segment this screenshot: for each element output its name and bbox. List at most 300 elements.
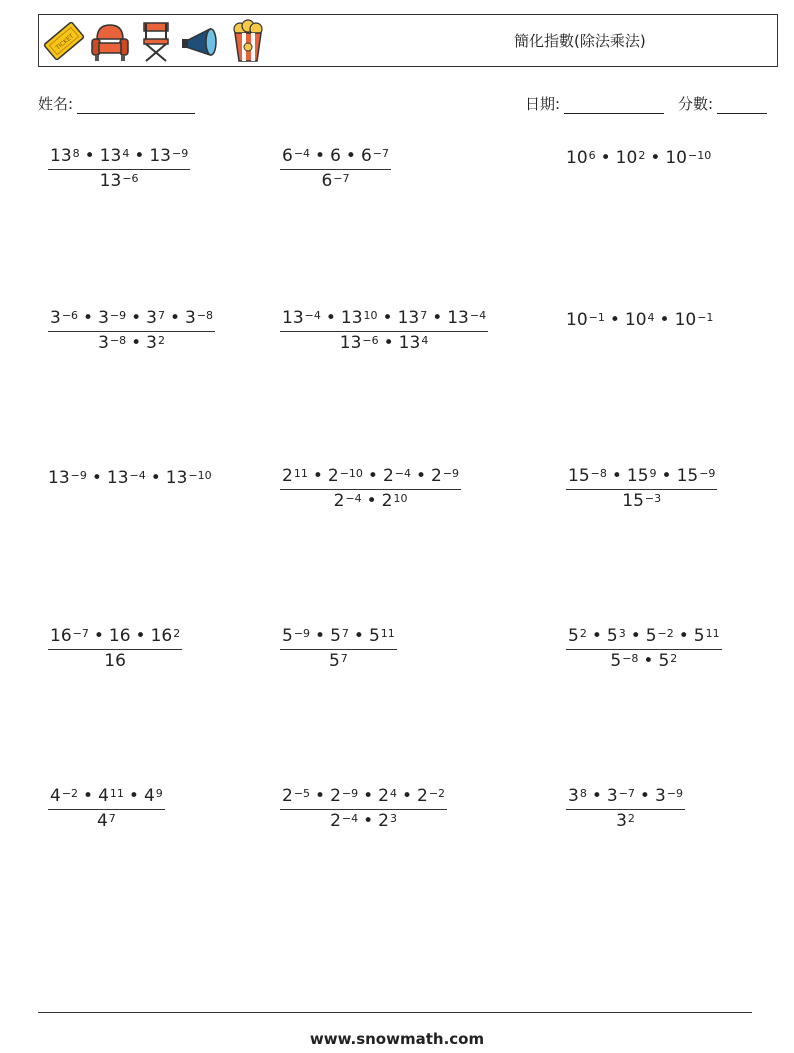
exponent: 4 — [389, 786, 397, 800]
expression-num — [566, 148, 711, 168]
base: 5 — [610, 651, 622, 671]
fraction — [48, 308, 215, 353]
name-blank[interactable] — [77, 97, 195, 114]
power-term — [607, 786, 635, 806]
base: 2 — [378, 786, 389, 806]
footer-divider — [38, 1012, 752, 1013]
exponent: 4 — [122, 146, 130, 160]
base: 3 — [654, 786, 666, 806]
power-term — [146, 308, 165, 328]
base: 5 — [282, 626, 293, 646]
power-term — [97, 811, 116, 831]
exponent: −9 — [70, 468, 87, 482]
power-term — [382, 491, 408, 511]
exponent: −9 — [666, 786, 683, 800]
exponent: 2 — [173, 626, 181, 640]
base: 13 — [340, 308, 363, 328]
expression-num — [282, 308, 486, 328]
problem-9 — [566, 466, 717, 511]
power-term — [341, 308, 378, 328]
base: 10 — [566, 148, 588, 168]
numerator — [280, 308, 488, 331]
problem-7 — [48, 468, 212, 488]
problem-10 — [48, 626, 182, 671]
problem-3 — [566, 148, 711, 168]
base: 3 — [50, 308, 61, 328]
power-term — [50, 626, 89, 646]
base: 3 — [568, 786, 579, 806]
power-term — [282, 308, 321, 328]
multiply-dot: • — [84, 146, 95, 166]
base: 6 — [360, 146, 372, 166]
base: 5 — [606, 626, 618, 646]
base: 16 — [104, 651, 126, 671]
base: 3 — [146, 308, 157, 328]
power-term — [330, 811, 358, 831]
base: 2 — [327, 466, 339, 486]
exponent: −4 — [304, 308, 321, 322]
multiply-dot: • — [432, 308, 443, 328]
base: 13 — [447, 308, 469, 328]
date-blank[interactable] — [564, 97, 664, 114]
power-term — [104, 651, 126, 671]
power-term — [622, 491, 661, 511]
numerator — [566, 626, 722, 649]
power-term — [330, 786, 358, 806]
date-field — [525, 93, 664, 114]
exponent: −4 — [469, 308, 487, 322]
base: 2 — [382, 466, 394, 486]
problem-2 — [280, 146, 391, 191]
multiply-dot: • — [611, 466, 622, 486]
exponent: 9 — [155, 786, 163, 800]
power-term — [607, 626, 626, 646]
exponent: 8 — [72, 146, 80, 160]
power-term — [321, 171, 349, 191]
base: 5 — [328, 651, 340, 671]
multiply-dot: • — [630, 626, 641, 646]
fraction — [566, 466, 717, 511]
power-term — [98, 308, 126, 328]
expression-num — [282, 786, 445, 806]
expression-den — [334, 491, 408, 511]
denominator — [97, 810, 116, 831]
base: 2 — [333, 491, 345, 511]
expression-num — [48, 468, 212, 488]
expression-num — [50, 786, 163, 806]
multiply-dot: • — [659, 310, 670, 330]
numerator — [280, 786, 447, 809]
denominator — [334, 490, 408, 511]
base: 10 — [665, 148, 687, 168]
power-term — [378, 811, 397, 831]
power-term — [282, 626, 310, 646]
exponent: −8 — [196, 308, 214, 322]
fraction — [280, 626, 397, 671]
exponent: −9 — [341, 786, 359, 800]
multiply-dot: • — [315, 146, 326, 166]
numerator — [280, 626, 397, 649]
base: 13 — [106, 468, 129, 488]
numerator — [566, 466, 717, 489]
multiply-dot: • — [639, 786, 650, 806]
multiply-dot: • — [131, 308, 142, 328]
exponent: 7 — [340, 651, 348, 665]
power-term — [107, 468, 146, 488]
fraction — [48, 626, 182, 671]
expression-den — [97, 811, 116, 831]
denominator — [340, 332, 429, 353]
power-term — [568, 786, 587, 806]
score-field — [678, 93, 767, 114]
expression-den — [340, 333, 429, 353]
expression-den — [616, 811, 635, 831]
power-term — [50, 146, 80, 166]
power-term — [340, 333, 379, 353]
multiply-dot: • — [91, 468, 102, 488]
power-term — [568, 626, 587, 646]
power-term — [328, 466, 363, 486]
multiply-dot: • — [128, 786, 139, 806]
base: 3 — [185, 308, 196, 328]
expression-num — [282, 466, 459, 486]
power-term — [151, 626, 181, 646]
expression-num — [50, 308, 213, 328]
power-term — [48, 468, 87, 488]
power-term — [627, 466, 657, 486]
power-term — [399, 333, 429, 353]
multiply-dot: • — [609, 310, 620, 330]
denominator — [100, 170, 139, 191]
numerator — [48, 146, 190, 169]
power-term — [665, 148, 711, 168]
multiply-dot: • — [315, 626, 326, 646]
multiply-dot: • — [600, 148, 611, 168]
problem-11 — [280, 626, 397, 671]
power-term — [166, 468, 212, 488]
power-term — [616, 148, 646, 168]
expression-den — [104, 651, 126, 671]
base: 4 — [98, 786, 109, 806]
power-term — [447, 308, 486, 328]
base: 6 — [321, 171, 333, 191]
denominator — [98, 332, 165, 353]
exponent: −1 — [588, 310, 605, 324]
expression-den — [330, 811, 397, 831]
power-term — [100, 171, 139, 191]
exponent: 11 — [293, 466, 308, 480]
exponent: −7 — [372, 146, 389, 160]
exponent: 2 — [638, 148, 646, 162]
problem-5 — [280, 308, 488, 353]
power-term — [383, 466, 411, 486]
expression-num — [50, 146, 188, 166]
expression-num — [282, 146, 389, 166]
base: 5 — [645, 626, 657, 646]
exponent: 2 — [627, 811, 635, 825]
power-term — [98, 786, 124, 806]
multiply-dot: • — [661, 466, 672, 486]
exponent: 10 — [363, 308, 378, 322]
multiply-dot: • — [312, 466, 323, 486]
base: 4 — [96, 811, 108, 831]
base: 13 — [149, 146, 171, 166]
power-term — [98, 333, 126, 353]
exponent: −10 — [339, 466, 363, 480]
expression-num — [566, 310, 713, 330]
power-term — [50, 308, 78, 328]
base: 13 — [165, 468, 188, 488]
expression-den — [622, 491, 661, 511]
base: 6 — [282, 146, 293, 166]
exponent: 4 — [421, 333, 429, 347]
exponent: 3 — [389, 811, 397, 825]
fraction — [280, 786, 447, 831]
fraction — [566, 786, 685, 831]
exponent: −8 — [109, 333, 127, 347]
exponent: −8 — [622, 651, 639, 665]
denominator — [330, 810, 397, 831]
power-term — [694, 626, 720, 646]
base: 2 — [330, 786, 341, 806]
base: 2 — [417, 786, 428, 806]
exponent: −4 — [345, 491, 362, 505]
denominator — [104, 650, 126, 671]
base: 10 — [566, 310, 588, 330]
exponent: −4 — [341, 811, 359, 825]
exponent: −2 — [428, 786, 446, 800]
expression-num — [568, 786, 683, 806]
multiply-dot: • — [93, 626, 104, 646]
exponent: −6 — [362, 333, 379, 347]
multiply-dot: • — [363, 811, 374, 831]
exponent: 3 — [618, 626, 626, 640]
multiply-dot: • — [415, 466, 427, 486]
score-label: 分數: — [678, 95, 714, 113]
worksheet-title: 簡化指數(除法乘法) — [514, 32, 646, 50]
multiply-dot: • — [83, 786, 94, 806]
exponent: 8 — [579, 786, 587, 800]
expression-num — [282, 626, 395, 646]
base: 15 — [676, 466, 699, 486]
multiply-dot: • — [591, 626, 602, 646]
exponent: −7 — [618, 786, 635, 800]
multiply-dot: • — [345, 146, 356, 166]
multiply-dot: • — [382, 308, 393, 328]
power-term — [144, 786, 163, 806]
base: 5 — [330, 626, 341, 646]
exponent: −8 — [590, 466, 607, 480]
base: 10 — [624, 310, 647, 330]
problem-13 — [48, 786, 165, 831]
base: 13 — [398, 333, 421, 353]
exponent: 11 — [380, 626, 395, 640]
power-term — [100, 146, 130, 166]
multiply-dot: • — [401, 786, 413, 806]
power-term — [566, 310, 605, 330]
name-label: 姓名: — [38, 95, 74, 113]
score-blank[interactable] — [717, 97, 767, 114]
expression-den — [98, 333, 165, 353]
power-term — [149, 146, 188, 166]
expression-num — [568, 466, 715, 486]
base: 4 — [50, 786, 61, 806]
expression-num — [568, 626, 720, 646]
multiply-dot: • — [650, 148, 661, 168]
problem-6 — [566, 310, 713, 330]
base: 5 — [658, 651, 670, 671]
fraction — [280, 146, 391, 191]
fraction — [280, 308, 488, 353]
power-term — [329, 651, 348, 671]
denominator — [622, 490, 661, 511]
power-term — [625, 310, 655, 330]
exponent: 7 — [341, 626, 349, 640]
exponent: −9 — [699, 466, 716, 480]
power-term — [282, 466, 308, 486]
multiply-dot: • — [315, 786, 326, 806]
exponent: 11 — [705, 626, 720, 640]
exponent: −10 — [188, 468, 212, 482]
problem-4 — [48, 308, 215, 353]
power-term — [282, 786, 310, 806]
exponent: −10 — [687, 148, 712, 162]
exponent: −6 — [61, 308, 79, 322]
power-term — [431, 466, 459, 486]
denominator — [329, 650, 348, 671]
base: 3 — [616, 811, 627, 831]
power-term — [361, 146, 389, 166]
name-field — [38, 93, 195, 114]
base: 6 — [330, 146, 341, 166]
base: 10 — [674, 310, 697, 330]
problem-15 — [566, 786, 685, 831]
numerator — [280, 466, 461, 489]
exponent: 6 — [588, 148, 596, 162]
problem-12 — [566, 626, 722, 671]
exponent: −5 — [293, 786, 311, 800]
power-term — [646, 626, 674, 646]
exponent: 9 — [649, 466, 657, 480]
fraction — [48, 146, 190, 191]
base: 2 — [330, 811, 341, 831]
denominator — [610, 650, 677, 671]
base: 13 — [397, 308, 420, 328]
base: 5 — [568, 626, 579, 646]
base: 13 — [99, 171, 122, 191]
expression-den — [610, 651, 677, 671]
power-term — [417, 786, 445, 806]
exponent: 11 — [109, 786, 124, 800]
exponent: 7 — [157, 308, 165, 322]
base: 3 — [98, 333, 109, 353]
date-label: 日期: — [525, 95, 561, 113]
exponent: 2 — [579, 626, 587, 640]
multiply-dot: • — [169, 308, 181, 328]
footer-url: www.snowmath.com — [309, 1030, 485, 1048]
power-term — [568, 466, 607, 486]
expression-den — [329, 651, 348, 671]
multiply-dot: • — [643, 651, 654, 671]
base: 2 — [381, 491, 393, 511]
numerator — [280, 146, 391, 169]
multiply-dot: • — [363, 786, 374, 806]
problem-1 — [48, 146, 190, 191]
exponent: −7 — [72, 626, 89, 640]
power-term — [146, 333, 165, 353]
exponent: 2 — [157, 333, 165, 347]
power-term — [185, 308, 213, 328]
base: 10 — [615, 148, 638, 168]
base: 13 — [339, 333, 362, 353]
numerator — [566, 786, 685, 809]
base: 15 — [622, 491, 644, 511]
base: 2 — [282, 786, 293, 806]
multiply-dot: • — [591, 786, 602, 806]
multiply-dot: • — [135, 626, 146, 646]
exponent: −4 — [394, 466, 411, 480]
expression-den — [321, 171, 349, 191]
numerator — [48, 308, 215, 331]
exponent: 7 — [108, 811, 116, 825]
problem-14 — [280, 786, 447, 831]
base: 2 — [378, 811, 389, 831]
exponent: −1 — [697, 310, 714, 324]
power-term — [334, 491, 362, 511]
base: 13 — [99, 146, 122, 166]
base: 3 — [98, 308, 109, 328]
denominator — [321, 170, 349, 191]
exponent: −9 — [442, 466, 460, 480]
fraction — [280, 466, 461, 511]
base: 15 — [626, 466, 649, 486]
base: 13 — [282, 308, 304, 328]
exponent: −2 — [61, 786, 79, 800]
power-term — [398, 308, 428, 328]
exponent: −3 — [644, 491, 662, 505]
multiply-dot: • — [131, 333, 142, 353]
base: 3 — [606, 786, 618, 806]
header-box — [38, 14, 778, 67]
power-term — [566, 148, 596, 168]
power-term — [675, 310, 714, 330]
multiply-dot: • — [325, 308, 336, 328]
power-term — [378, 786, 397, 806]
power-term — [658, 651, 677, 671]
exponent: 10 — [393, 491, 408, 505]
base: 16 — [108, 626, 131, 646]
exponent: −6 — [122, 171, 139, 185]
exponent: −9 — [109, 308, 127, 322]
base: 16 — [150, 626, 173, 646]
exponent: −7 — [333, 171, 350, 185]
power-term — [655, 786, 683, 806]
power-term — [50, 786, 78, 806]
power-term — [677, 466, 716, 486]
expression-den — [100, 171, 139, 191]
exponent: −4 — [129, 468, 146, 482]
base: 2 — [431, 466, 442, 486]
power-term — [369, 626, 395, 646]
multiply-dot: • — [367, 466, 378, 486]
multiply-dot: • — [366, 491, 377, 511]
multiply-dot: • — [134, 146, 145, 166]
multiply-dot: • — [383, 333, 394, 353]
power-term — [109, 626, 131, 646]
multiply-dot: • — [150, 468, 161, 488]
base: 13 — [48, 468, 70, 488]
base: 13 — [50, 146, 72, 166]
